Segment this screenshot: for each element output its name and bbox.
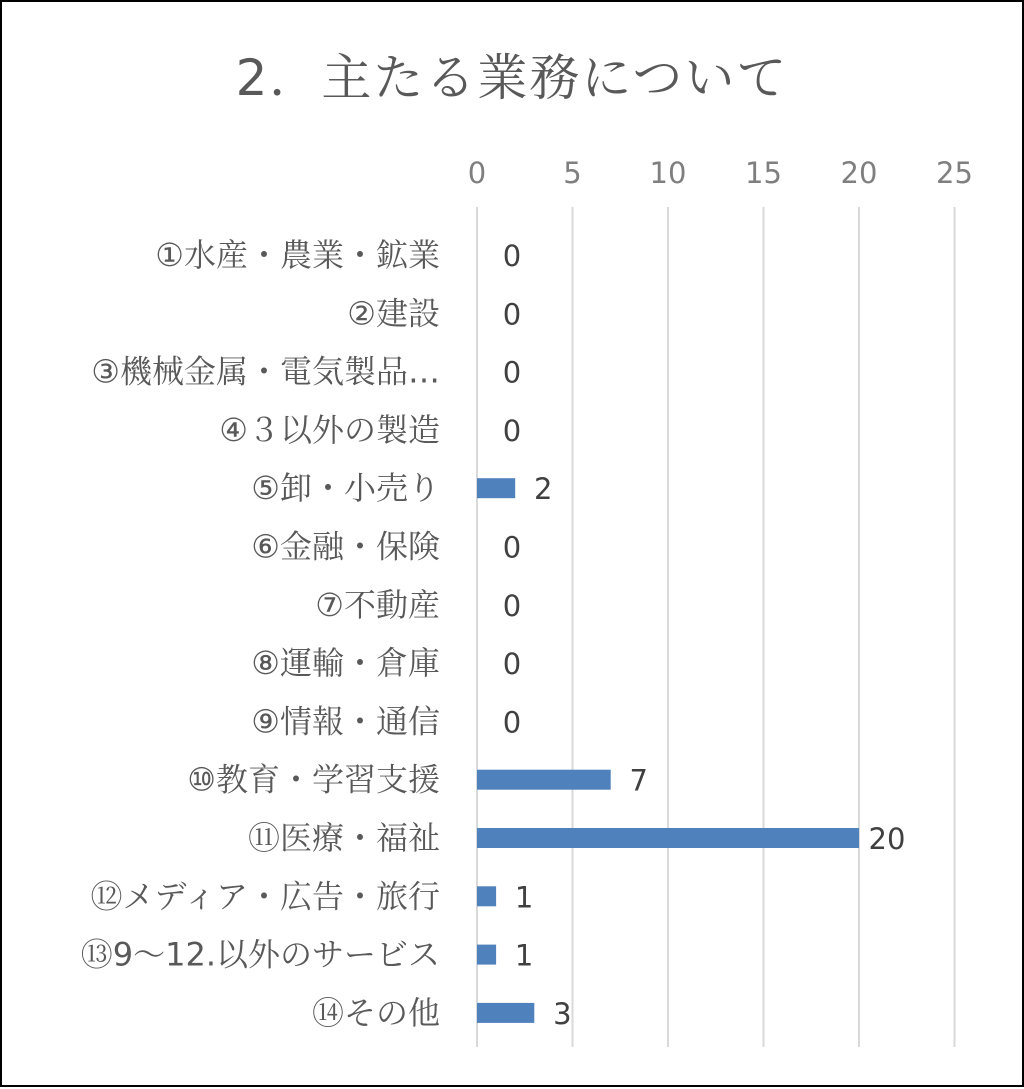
category-label: ⑥金融・保険 xyxy=(251,527,440,566)
data-label: 2 xyxy=(533,472,553,507)
data-label: 0 xyxy=(502,297,522,332)
data-label: 0 xyxy=(502,413,522,448)
category-label: ⑫メディア・広告・旅行 xyxy=(90,877,440,916)
bar xyxy=(477,478,515,498)
data-label: 7 xyxy=(629,763,648,798)
category-label: ④３以外の製造 xyxy=(219,410,440,449)
bar xyxy=(477,1003,534,1023)
category-label: ⑤卸・小売り xyxy=(251,469,440,508)
category-label: ③機械金属・電気製品… xyxy=(91,352,440,391)
x-tick-label: 20 xyxy=(840,156,878,190)
x-tick-label: 15 xyxy=(745,156,782,190)
data-label: 0 xyxy=(502,530,522,565)
chart-title: 2．主たる業務について xyxy=(235,49,789,107)
category-label: ②建設 xyxy=(347,294,440,333)
category-label: ⑧運輸・倉庫 xyxy=(251,644,440,683)
x-tick-label: 5 xyxy=(563,156,582,190)
bar xyxy=(477,945,496,965)
category-label: ⑨情報・通信 xyxy=(251,702,440,741)
data-label: 3 xyxy=(553,996,572,1031)
data-label: 0 xyxy=(502,647,522,682)
data-label: 1 xyxy=(514,938,534,973)
category-label: ⑪医療・福祉 xyxy=(247,819,440,857)
data-label: 1 xyxy=(514,880,534,915)
category-label: ①水産・農業・鉱業 xyxy=(155,236,440,274)
data-label: 0 xyxy=(502,355,522,390)
category-label: ⑬9～12.以外のサービス xyxy=(80,935,440,974)
data-label: 20 xyxy=(868,822,906,856)
bar xyxy=(477,828,859,848)
bar xyxy=(477,886,496,906)
bar-chart xyxy=(2,2,1024,1089)
data-label: 0 xyxy=(502,239,522,273)
category-label: ⑦不動産 xyxy=(315,585,440,624)
category-label: ⑩教育・学習支援 xyxy=(187,760,440,799)
category-label: ⑭その他 xyxy=(311,993,440,1032)
data-label: 0 xyxy=(502,705,522,740)
x-tick-label: 25 xyxy=(936,156,973,190)
x-tick-label: 0 xyxy=(467,156,487,190)
data-label: 0 xyxy=(502,588,522,623)
bar xyxy=(477,770,611,790)
x-tick-label: 10 xyxy=(649,156,687,190)
